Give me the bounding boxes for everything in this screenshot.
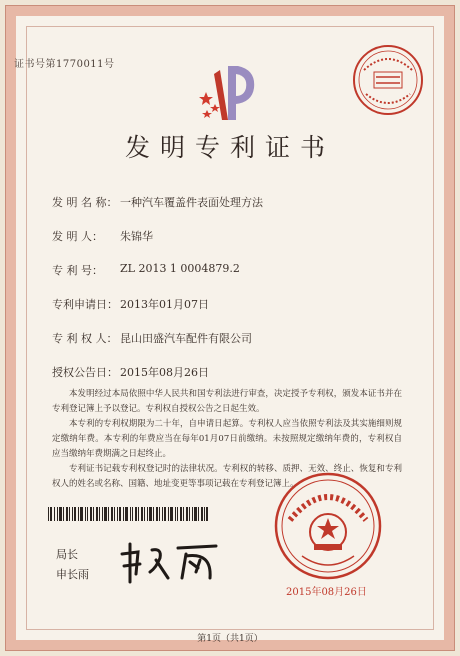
top-seal-stamp-icon (350, 42, 426, 118)
patent-office-logo-icon (198, 62, 262, 126)
field-value-patent-number: ZL 2013 1 0004879.2 (120, 262, 240, 275)
field-label-grant-date: 授权公告日： (52, 366, 118, 379)
field-value-filing-date: 2013年01月07日 (120, 298, 209, 311)
field-label-inventor: 发 明 人： (52, 230, 103, 243)
field-label-filing-date: 专利申请日： (52, 298, 118, 311)
barcode (48, 507, 208, 521)
certificate-number: 证书号第1770011号 (14, 59, 115, 70)
certificate-title: 发明专利证书 (124, 133, 335, 162)
body-paragraph: 本发明经过本局依照中华人民共和国专利法进行审查，决定授予专利权，颁发本证书并在专利登记簿上予以登记。专利权自授权公告之日起生效。 (52, 389, 402, 414)
field-label-patent-number: 专 利 号： (52, 264, 103, 277)
field-value-grant-date: 2015年08月26日 (120, 366, 209, 379)
signature-title: 局长 (56, 548, 78, 561)
handwritten-signature-icon (116, 538, 226, 584)
body-paragraph: 专利证书记载专利权登记时的法律状况。专利权的转移、质押、无效、终止、恢复和专利权人的姓名或名称、国籍、地址变更等事项记载在专利登记簿上。 (52, 464, 402, 489)
field-label-invention-name: 发 明 名 称： (52, 196, 118, 209)
state-ip-office-seal-icon (272, 470, 384, 582)
body-paragraph: 本专利的专利权期限为二十年，自申请日起算。专利权人应当依照专利法及其实施细则规定缴纳年费。本专利的年费应当在每年01月07日前缴纳。未按照规定缴纳年费的，专利权自应当缴纳年费期满之日起终止。 (52, 419, 402, 459)
field-value-patentee: 昆山田盛汽车配件有限公司 (120, 332, 252, 345)
field-value-invention-name: 一种汽车覆盖件表面处理方法 (120, 196, 263, 209)
seal-date: 2015年08月26日 (286, 587, 367, 598)
page-indicator: 第1页（共1页） (197, 634, 263, 644)
field-value-inventor: 朱锦华 (120, 230, 153, 243)
field-label-patentee: 专 利 权 人： (52, 332, 118, 345)
signature-name: 申长雨 (56, 568, 89, 581)
